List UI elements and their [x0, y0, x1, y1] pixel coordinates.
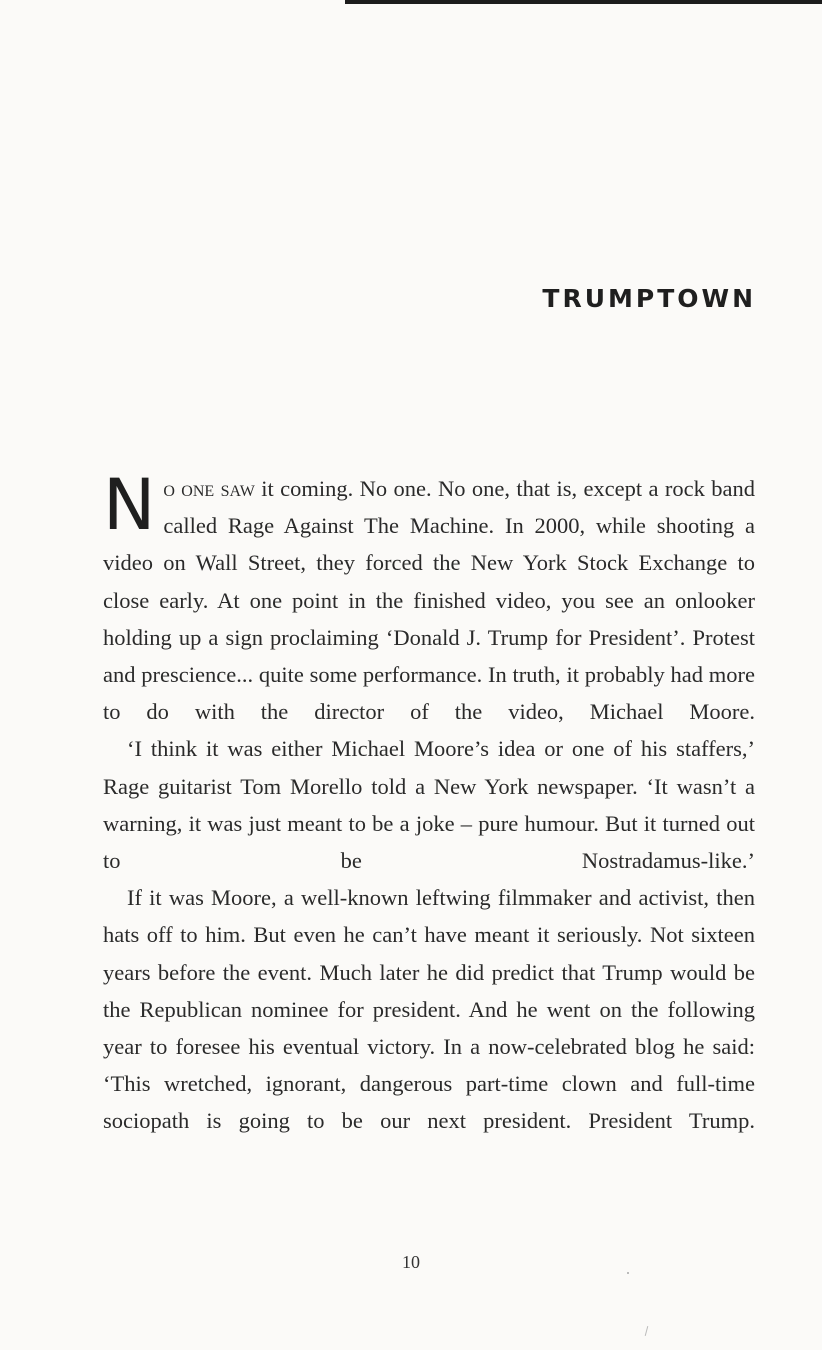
paper-speck — [627, 1272, 629, 1274]
paragraph-1 — [103, 464, 755, 730]
paragraph-3: If it was Moore, a well-known leftwing filmmaker and activist, then hats off to him. But even he can’t have meant it seriously. Not sixteen years before the event. Much later he did predict that Trump would be the Republican nominee for president. And he went on the following year to foresee his eventual victory. In a now-celebrated blog he said: ‘This wretched, ignorant, dangerous part-time clown and full-time sociopath is going to be our next president. President Trump. — [103, 885, 755, 1134]
body-text — [103, 464, 755, 1140]
paper-mark — [645, 1326, 649, 1336]
top-rule — [345, 0, 822, 4]
chapter-title: TRUMPTOWN — [542, 284, 756, 313]
paragraph-1-text: it coming. No one. No one, that is, except a rock band called Rage Against The Machine. In 2000, while shooting a video on Wall Street, they forced the New York Stock Exchange to close early. At one point in the finished video, you see an onlooker holding up a sign proclaiming ‘Donald J. Trump for President’. Protest and prescience... quite some performance. In truth, it probably had more to do with the director of the video, Michael Moore. — [103, 476, 755, 725]
page-number: 10 — [402, 1252, 420, 1272]
drop-cap: N — [103, 464, 156, 546]
paragraph-2: ‘I think it was either Michael Moore’s idea or one of his staffers,’ Rage guitarist Tom Morello told a New York newspaper. ‘It wasn’t a warning, it was just meant to be a joke – pure humour. But it turned out to be Nostradamus-like.’ — [103, 736, 755, 874]
opening-small-caps: o one saw — [163, 476, 255, 501]
